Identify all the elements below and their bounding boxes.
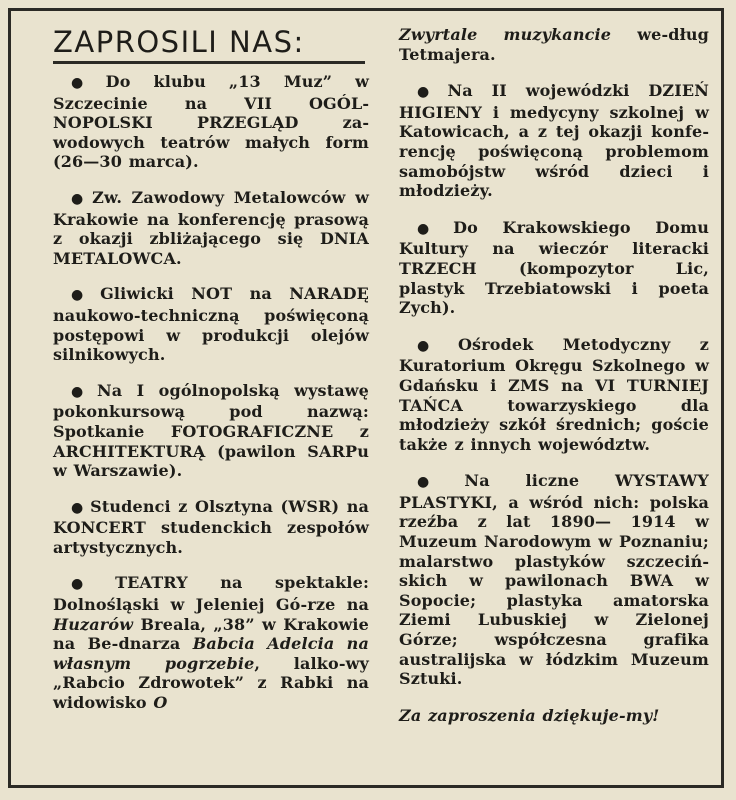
- left-items: [53, 72, 369, 557]
- left-item: ● Gliwicki NOT na NARADĘ naukowo-techniczną poświęconą postępowi w produkcji olejów silnikowych.: [53, 284, 370, 365]
- bullet-icon: ●: [71, 75, 100, 91]
- left-item: ● Do klubu „13 Muz” w Szczecinie na VII OGÓLNOPOLSKI PRZEGLĄD zawodowych teatrów małych form (26—30 marca).: [53, 72, 370, 172]
- right-items: [399, 81, 709, 689]
- item-teatry: ● TEATRY na spektakle: Dolnośląski w Jeleniej Gó-rze na Huzarów Breala, „38” w Krakowie na Be-dnarza Babcia Adelcia na własnym pogrzebie, lalko-wy „Rabcio Zdrowotek” z Rabki na widowisko O: [53, 573, 370, 713]
- bullet-icon: ●: [71, 576, 110, 593]
- right-column: [399, 25, 709, 742]
- item-continuation: Zwyrtale muzykancie we-dług Tetmajera.: [399, 25, 709, 64]
- left-item: ● Na I ogólnopolską wystawę pokonkursową pod nazwą: Spotkanie FOTOGRAFICZNE z ARCHITEKTURĄ (pawilon SARPu w Warszawie).: [53, 380, 369, 481]
- bullet-icon: ●: [71, 190, 87, 207]
- bullet-icon: ●: [71, 499, 85, 516]
- right-item: ● Do Krakowskiego Domu Kultury na wieczór literacki TRZECH (kompozytor Lic, plastyk Trzebiatowski i poeta Zych).: [399, 217, 710, 318]
- article-frame: [8, 8, 724, 788]
- thanks-note: Za zaproszenia dziękuje-my!: [399, 705, 660, 725]
- bullet-icon: ●: [417, 337, 452, 354]
- right-item: ● Na II wojewódzki DZIEŃ HIGIENY i medycyny szkolnej w Katowicach, a z tej okazji konferencję poświęconą problemom samobójstw wśród dzieci i młodzieży.: [399, 81, 709, 201]
- right-item: ● Ośrodek Metodyczny z Kuratorium Okręgu Szkolnego w Gdańsku i ZMS na VI TURNIEJ TAŃCA towarzyskiego dla młodzieży szkół średnich; goście także z innych województw.: [399, 334, 709, 454]
- bullet-icon: ●: [71, 287, 95, 304]
- right-item: ● Na liczne WYSTAWY PLASTYKI, a wśród nich: polska rzeźba z lat 1890— 1914 w Muzeum Narodowym w Poznaniu; malarstwo plastyków szczecińskich w pawilonach BWA w Sopocie; plastyka amatorska Ziemi Lubuskiej w Zielonej Górze; współczesna grafika australijska w łódzkim Muzeum Sztuki.: [399, 471, 709, 689]
- bullet-icon: ●: [417, 84, 442, 101]
- bullet-icon: ●: [71, 383, 92, 400]
- left-item: ● Studenci z Olsztyna (WSR) na KONCERT studenckich zespołów artystycznych.: [53, 496, 369, 557]
- left-item: ● Zw. Zawodowy Metalowców w Krakowie na konferencję prasową z okazji zbliżającego się DNIA METALOWCA.: [53, 187, 369, 268]
- bullet-icon: ●: [417, 220, 448, 237]
- bullet-icon: ●: [417, 474, 459, 491]
- heading: ZAPROSILI NAS:: [53, 25, 365, 64]
- left-column: [53, 25, 369, 729]
